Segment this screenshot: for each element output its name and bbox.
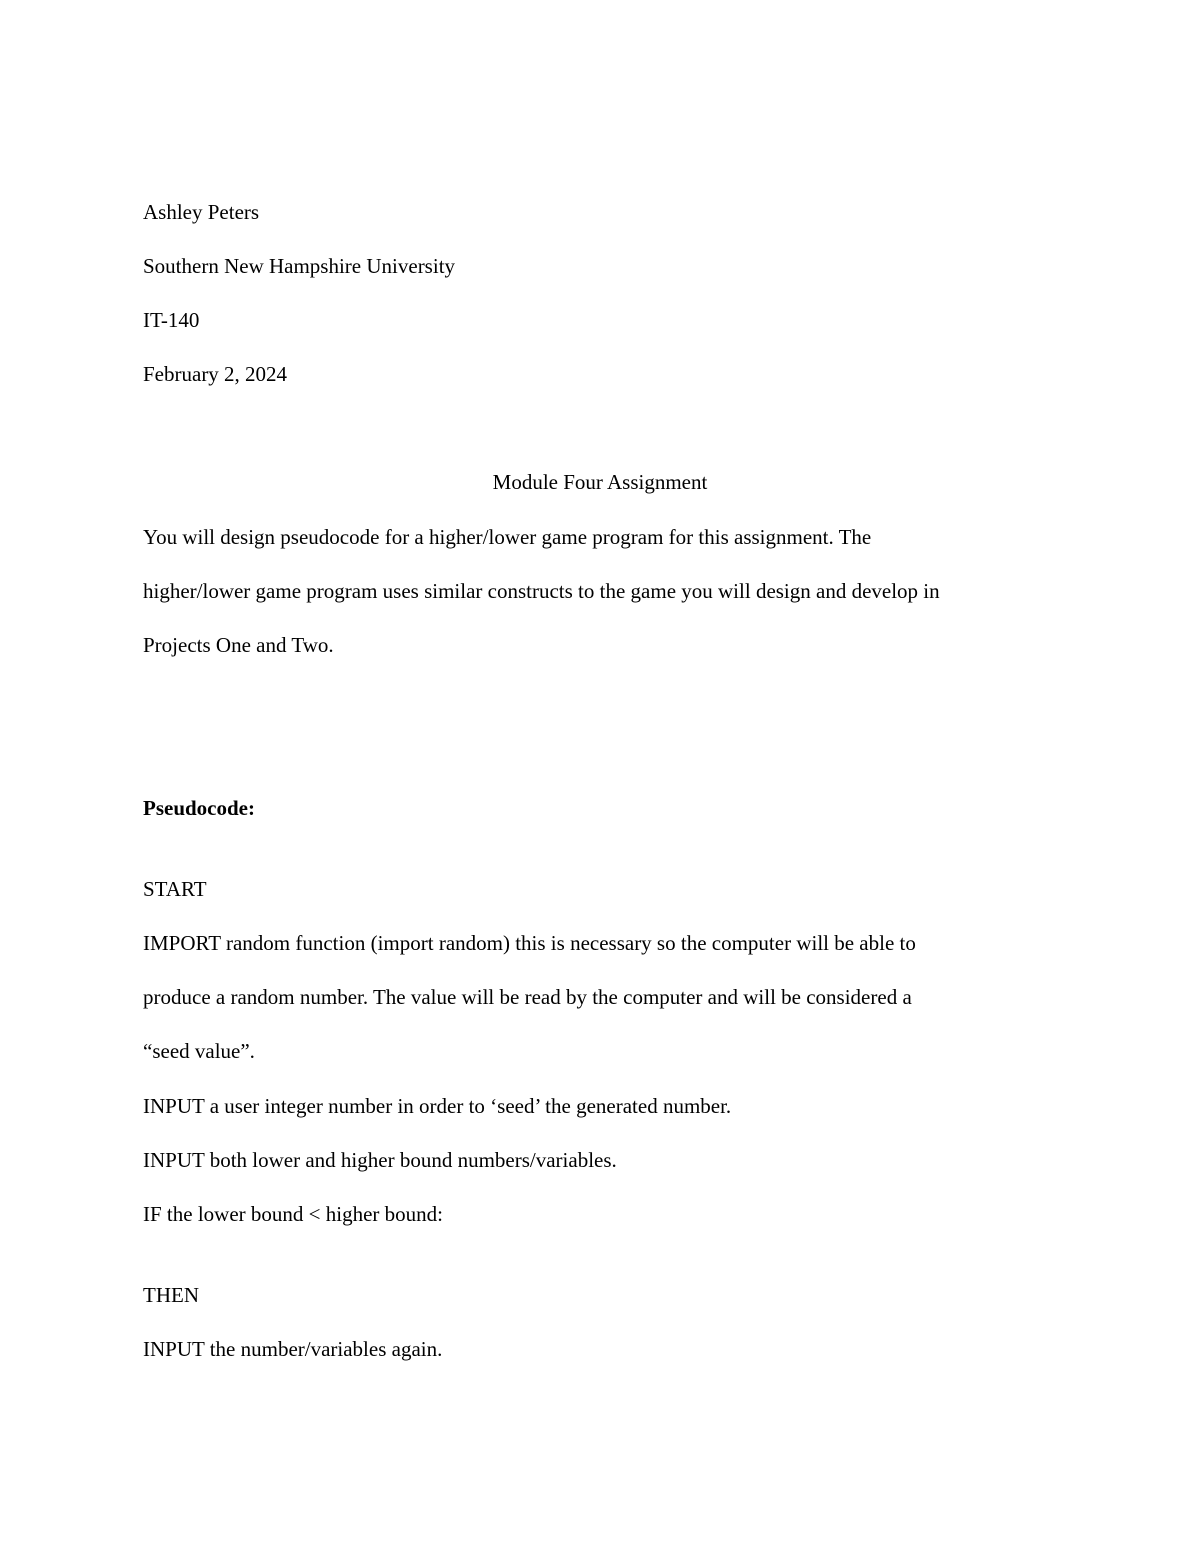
pseudocode-line: IMPORT random function (import random) this is necessary so the computer will be able to	[143, 931, 916, 955]
author-name: Ashley Peters	[143, 200, 260, 224]
pseudocode-line: START	[143, 877, 207, 901]
intro-paragraph-line: higher/lower game program uses similar constructs to the game you will design and develop in	[143, 579, 940, 603]
pseudocode-line: INPUT both lower and higher bound numbers/variables.	[143, 1148, 617, 1172]
pseudocode-line: INPUT the number/variables again.	[143, 1337, 443, 1361]
course-code: IT-140	[143, 308, 200, 332]
intro-paragraph-line: Projects One and Two.	[143, 633, 334, 657]
document-title: Module Four Assignment	[492, 470, 708, 494]
institution-name: Southern New Hampshire University	[143, 254, 456, 278]
section-heading: Pseudocode:	[143, 796, 255, 820]
pseudocode-line: “seed value”.	[143, 1039, 255, 1063]
pseudocode-line: INPUT a user integer number in order to ‘seed’ the generated number.	[143, 1094, 732, 1118]
pseudocode-line: produce a random number. The value will be read by the computer and will be considered a	[143, 985, 912, 1009]
pseudocode-line: THEN	[143, 1283, 199, 1307]
intro-paragraph-line: You will design pseudocode for a higher/lower game program for this assignment. The	[143, 525, 872, 549]
pseudocode-line: IF the lower bound < higher bound:	[143, 1202, 443, 1226]
document-date: February 2, 2024	[143, 362, 288, 386]
